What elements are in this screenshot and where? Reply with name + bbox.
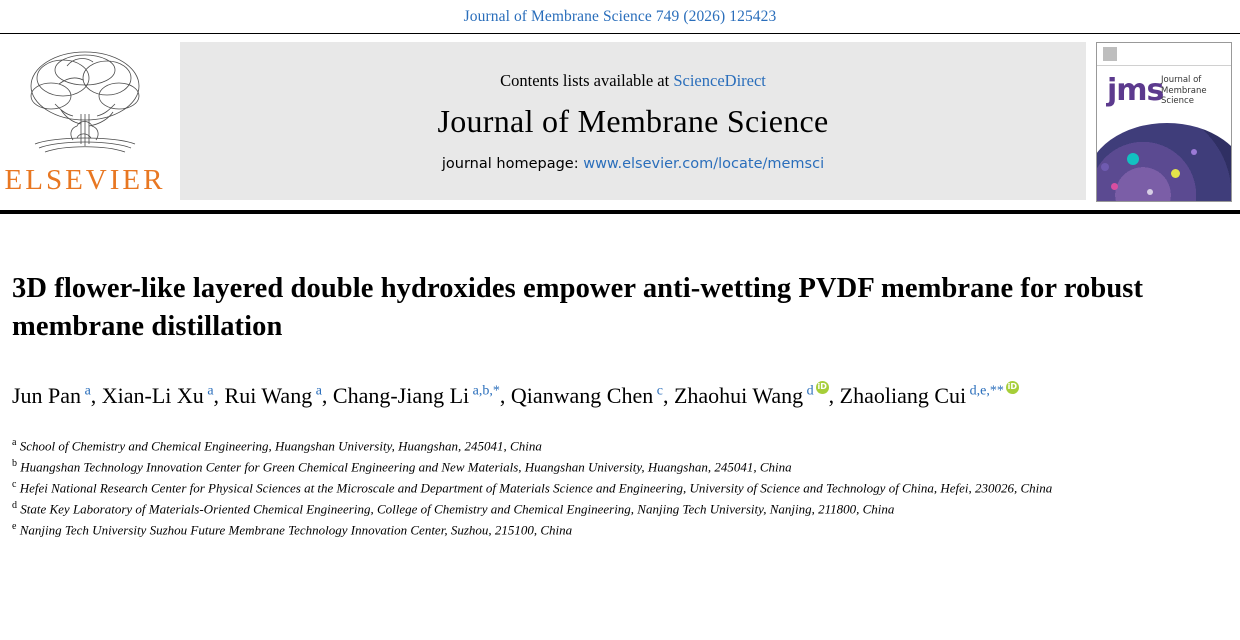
cover-journal-name: Journal of Membrane Science	[1161, 75, 1207, 107]
elsevier-wordmark: ELSEVIER	[4, 164, 166, 196]
author-affiliation-mark: a	[312, 383, 322, 399]
affiliation-text: Huangshan Technology Innovation Center for Green Chemical Engineering and New Materials, Huangshan University, Huangshan, 245041, China	[17, 459, 792, 475]
cover-publisher-mark-icon	[1103, 47, 1117, 61]
contents-prefix: Contents lists available at	[500, 70, 670, 90]
affiliation-item	[12, 456, 1228, 477]
journal-title: Journal of Membrane Science	[437, 102, 829, 139]
affiliation-label: a	[12, 437, 17, 449]
author-name: Xian-Li Xu	[101, 382, 204, 408]
page-title: 3D flower-like layered double hydroxides empower anti-wetting PVDF membrane for robust membrane distillation	[12, 273, 1144, 342]
affiliation-label: b	[12, 458, 17, 470]
cover-dot	[1171, 169, 1180, 178]
author-name: Zhaohui Wang	[673, 382, 804, 408]
author-affiliation-mark: a,b,*	[469, 383, 500, 399]
author-affiliation-mark: a	[81, 383, 91, 399]
cover-dot	[1191, 149, 1197, 155]
article-header	[0, 270, 1240, 540]
orcid-icon[interactable]	[816, 381, 829, 394]
affiliation-list	[12, 435, 1228, 540]
cover-dot	[1111, 183, 1118, 190]
author-name: Chang-Jiang Li	[332, 382, 470, 408]
author-affiliation-mark: a	[203, 383, 214, 399]
affiliation-text: Hefei National Research Center for Physical Sciences at the Microscale and Department of Materials Science and Engineering, University of Science and Technology of China, Hefei, 230026, China	[16, 480, 1053, 496]
elsevier-tree-icon	[15, 44, 155, 162]
affiliation-item	[12, 519, 1228, 540]
affiliation-label: e	[12, 521, 17, 533]
cover-dot	[1127, 153, 1139, 165]
journal-band	[180, 42, 1086, 200]
author-name: Qianwang Chen	[510, 382, 654, 408]
homepage-line	[442, 156, 824, 172]
cover-artwork	[1096, 123, 1232, 202]
author-name: Jun Pan	[12, 382, 82, 408]
author-name: Zhaoliang Cui	[839, 382, 967, 408]
running-head: Journal of Membrane Science 749 (2026) 125423	[463, 8, 777, 25]
cover-logo-text: jms	[1107, 73, 1164, 108]
author-list: Jun Pan $^a$, Xian-Li Xu $^a$, Rui Wang $^a$, Chang-Jiang Li $^{a,b,*}$, Qianwang Chen $^c$, Zhaohui Wang $^d$ iD , Zhaoliang Cui $^{d,e,**}$iD	[12, 380, 1228, 411]
affiliation-text: School of Chemistry and Chemical Engineering, Huangshan University, Huangshan, 245041, China	[16, 438, 542, 454]
orcid-icon[interactable]	[1006, 381, 1019, 394]
affiliation-label: d	[12, 500, 17, 512]
author-name: Rui Wang	[224, 382, 313, 408]
masthead-bottom-rule	[0, 210, 1240, 214]
journal-homepage-link[interactable]: www.elsevier.com/locate/memsci	[583, 155, 825, 172]
author-affiliation-mark: c	[653, 383, 663, 399]
affiliation-item	[12, 498, 1228, 519]
author-affiliation-mark: d	[803, 383, 814, 399]
author-affiliation-mark: d,e,**	[966, 383, 1004, 399]
affiliation-text: Nanjing Tech University Suzhou Future Membrane Technology Innovation Center, Suzhou, 215100, China	[16, 522, 573, 538]
cover-header-band	[1097, 43, 1231, 66]
homepage-prefix: journal homepage:	[441, 155, 579, 172]
journal-cover-thumbnail	[1096, 42, 1232, 202]
sciencedirect-link[interactable]: ScienceDirect	[673, 70, 766, 90]
contents-line	[500, 71, 766, 91]
affiliation-item	[12, 435, 1228, 456]
cover-dot	[1147, 189, 1153, 195]
elsevier-logo	[0, 42, 170, 208]
affiliation-label: c	[12, 479, 17, 491]
affiliation-item	[12, 477, 1228, 498]
cover-dot	[1101, 163, 1109, 171]
affiliation-text: State Key Laboratory of Materials-Oriented Chemical Engineering, College of Chemistry and Chemical Engineering, Nanjing Tech University, Nanjing, 211800, China	[17, 501, 895, 517]
journal-masthead	[0, 33, 1240, 208]
